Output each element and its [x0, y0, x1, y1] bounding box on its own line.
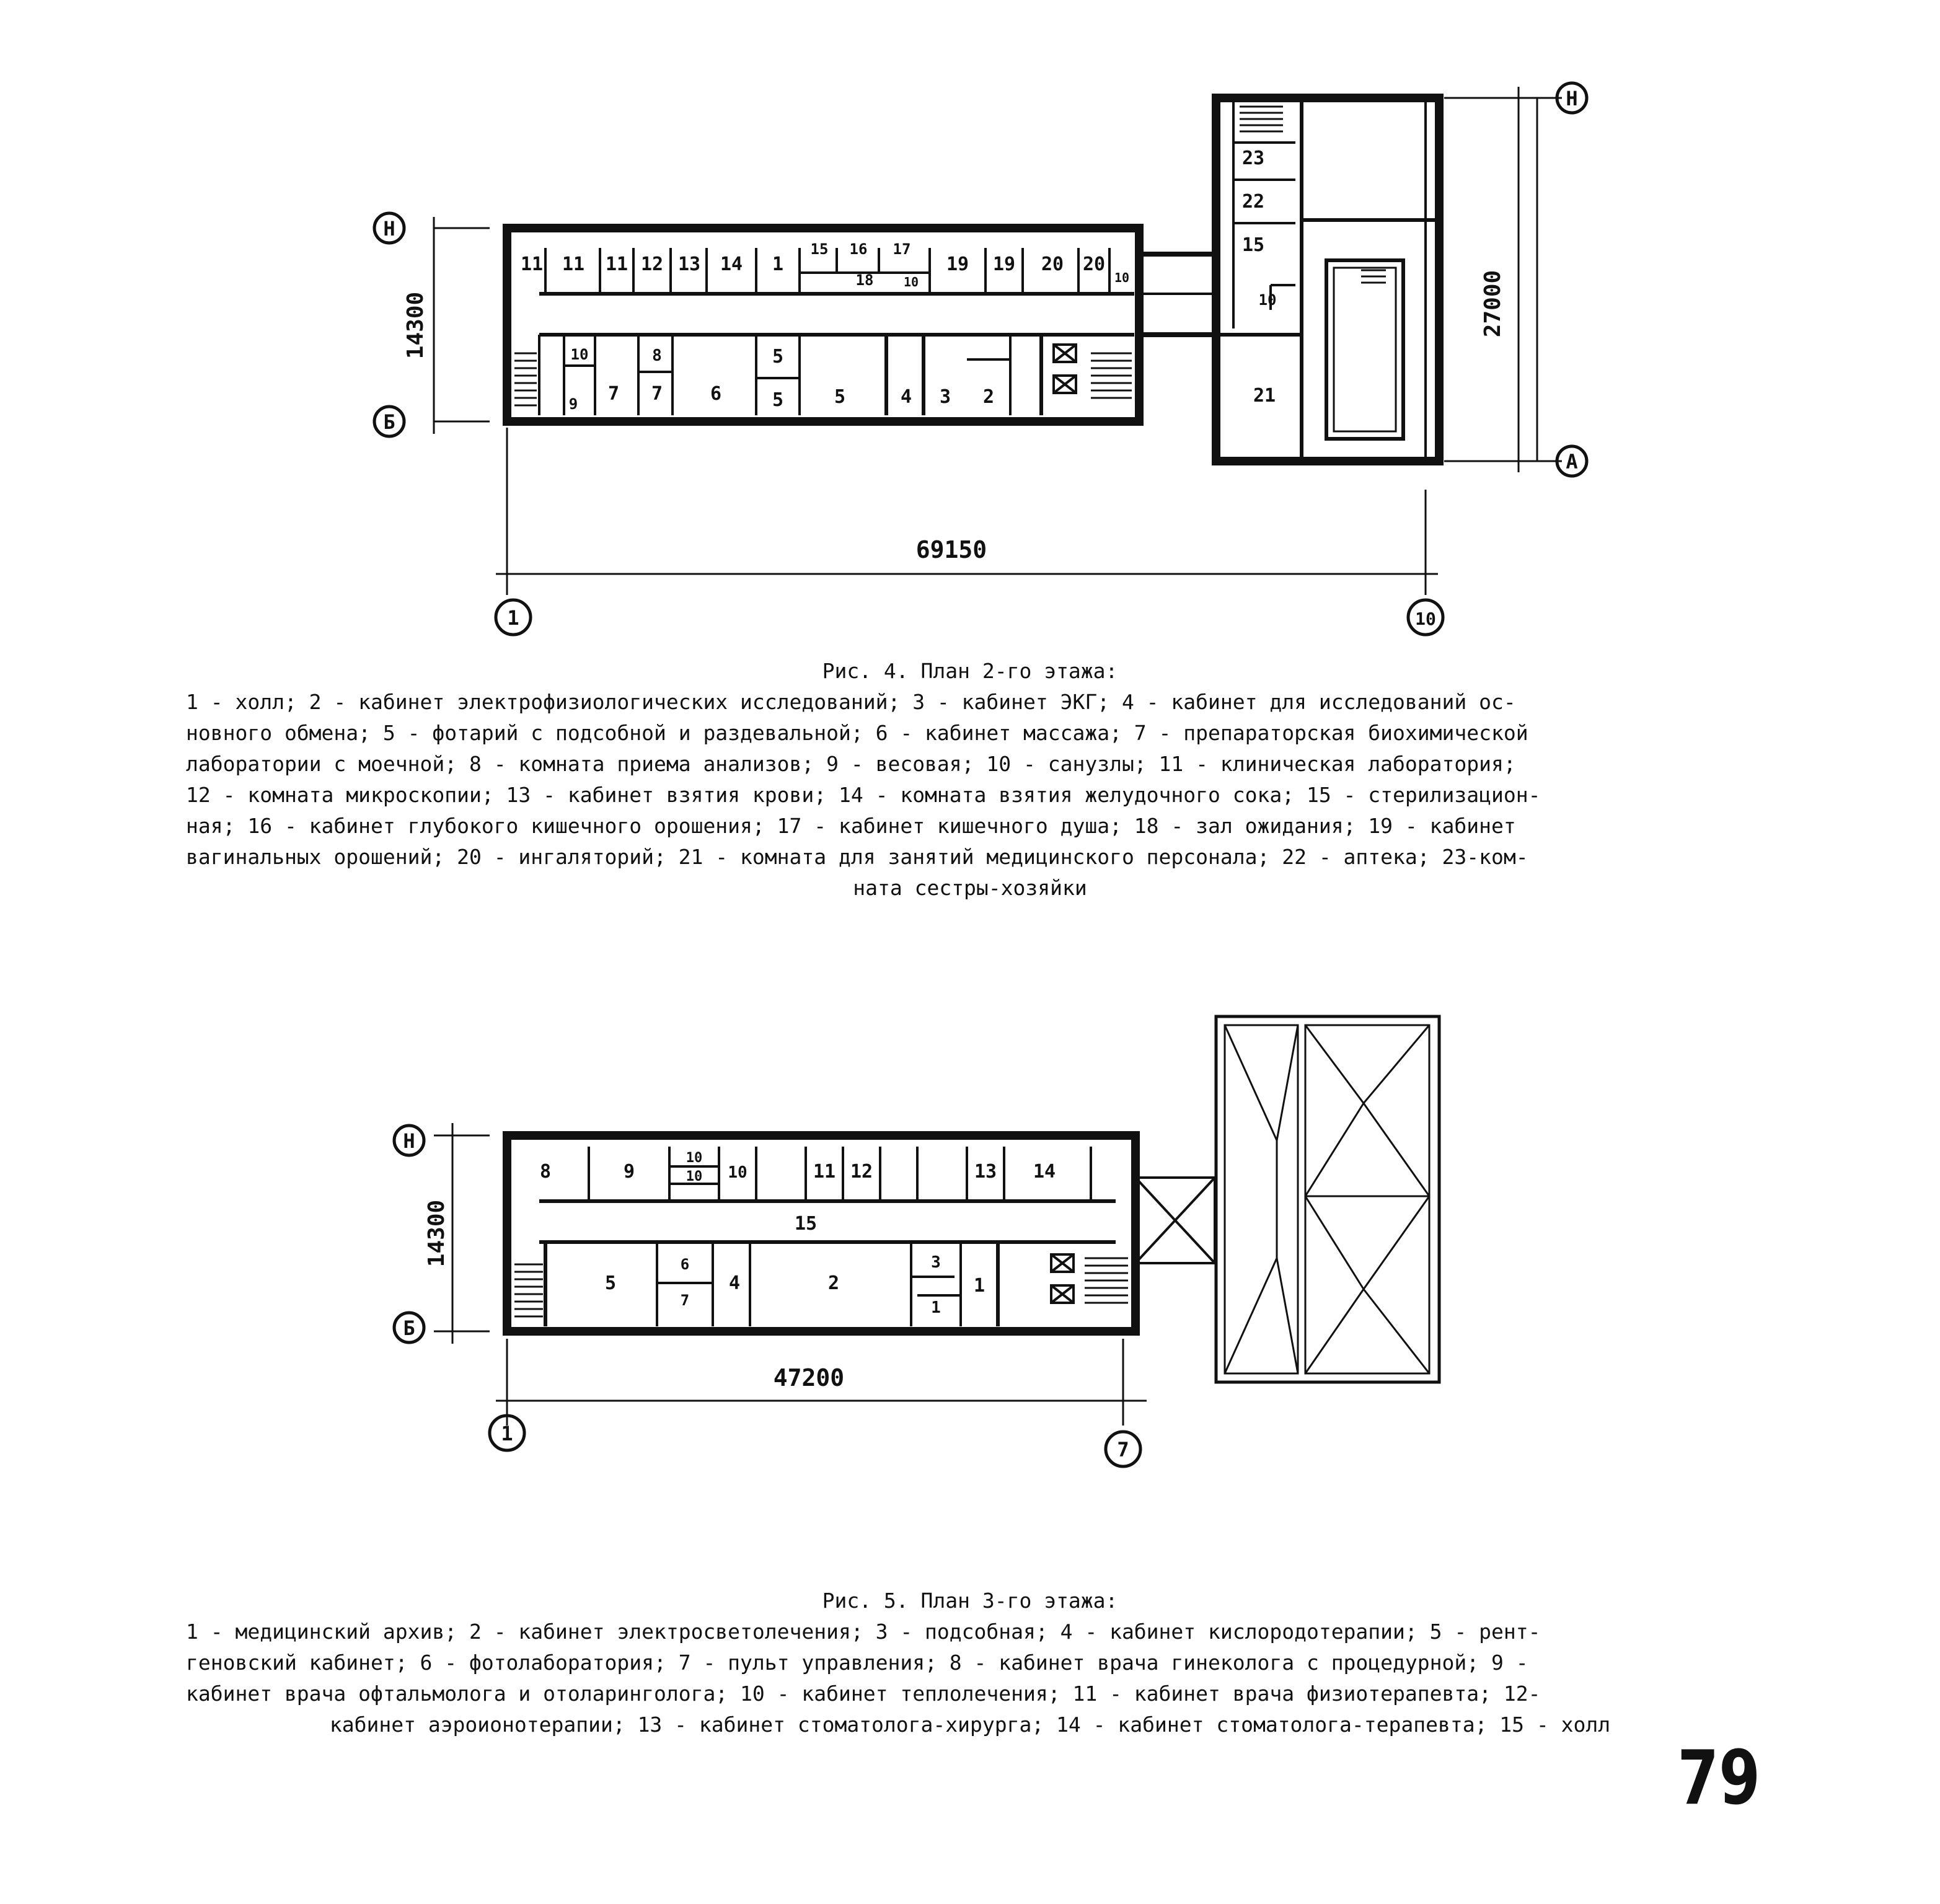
room-10: 10: [570, 346, 589, 363]
room-11: 11: [813, 1161, 836, 1183]
page-number: 79: [1677, 1735, 1760, 1822]
room-10: 10: [728, 1163, 747, 1182]
caption-line: ната сестры-хозяйки: [853, 876, 1087, 900]
room-10: 10: [686, 1150, 703, 1166]
room-2: 2: [827, 1272, 840, 1294]
caption-line: 1 - холл; 2 - кабинет электрофизиологических исследований; 3 - кабинет ЭКГ; 4 - кабинет для исследований ос-: [186, 690, 1516, 714]
room-15: 15: [1241, 234, 1265, 256]
room-20: 20: [1082, 253, 1106, 275]
room-3: 3: [939, 386, 951, 408]
room-15: 15: [810, 240, 829, 258]
caption-line: кабинет врача офтальмолога и отоларинголога; 10 - кабинет теплолечения; 11 - кабинет врача физиотерапевта; 12-: [186, 1681, 1541, 1706]
axis-b-left: Б: [383, 410, 395, 434]
room-23: 23: [1241, 148, 1265, 169]
caption-line: 12 - комната микроскопии; 13 - кабинет взятия крови; 14 - комната взятия желудочного сока; 15 - стерилизацион-: [186, 783, 1541, 807]
dim-27000: 27000: [1480, 270, 1506, 338]
room-17: 17: [893, 240, 911, 258]
caption-line: геновский кабинет; 6 - фотолаборатория; 7 - пульт управления; 8 - кабинет врача гинеколога с процедурной; 9 -: [186, 1651, 1528, 1675]
axis-7: 7: [1117, 1438, 1129, 1461]
caption-line: 1 - медицинский архив; 2 - кабинет электросветолечения; 3 - подсобная; 4 - кабинет кислородотерапии; 5 - рент-: [186, 1620, 1541, 1644]
room-5: 5: [772, 346, 784, 368]
room-11: 11: [520, 253, 544, 275]
room-11: 11: [605, 253, 628, 275]
room-8: 8: [652, 346, 662, 365]
room-16: 16: [849, 240, 868, 258]
figure-5-floor-plan: [0, 992, 1940, 1475]
room-12: 12: [640, 253, 664, 275]
dim-47200: 47200: [773, 1364, 845, 1391]
axis-1: 1: [507, 606, 519, 630]
axis-10: 10: [1415, 609, 1436, 629]
figure-4-floor-plan: [0, 0, 1940, 657]
room-8: 8: [539, 1161, 552, 1183]
figure-5-caption: [186, 1616, 1754, 1740]
dim-14300: 14300: [424, 1199, 449, 1267]
axis-n-left: Н: [383, 217, 395, 240]
room-7: 7: [607, 383, 620, 405]
room-1: 1: [973, 1275, 985, 1297]
room-10: 10: [903, 275, 919, 289]
axis-1: 1: [501, 1422, 513, 1445]
room-14: 14: [1033, 1161, 1056, 1183]
room-5: 5: [834, 386, 846, 408]
axis-b-left: Б: [403, 1316, 415, 1340]
room-18: 18: [855, 271, 874, 289]
room-13: 13: [974, 1161, 997, 1183]
room-19: 19: [992, 253, 1016, 275]
room-9: 9: [623, 1161, 635, 1183]
caption-line: вагинальных орошений; 20 - ингаляторий; 21 - комната для занятий медицинского персонала; 22 - аптека; 23-ком-: [186, 845, 1528, 869]
caption-line: кабинет аэроионотерапии; 13 - кабинет стоматолога-хирурга; 14 - кабинет стоматолога-терапевта; 15 - холл: [329, 1712, 1611, 1737]
room-5: 5: [604, 1272, 617, 1294]
room-10: 10: [1258, 291, 1277, 309]
room-10: 10: [686, 1169, 703, 1184]
dim-14300: 14300: [403, 291, 428, 359]
room-1: 1: [931, 1298, 941, 1317]
figure-4-caption-title: Рис. 4. План 2-го этажа:: [822, 659, 1118, 683]
axis-n-left: Н: [403, 1129, 415, 1153]
room-9: 9: [568, 395, 578, 413]
figure-4-caption: [186, 687, 1754, 904]
caption-line: ная; 16 - кабинет глубокого кишечного орошения; 17 - кабинет кишечного душа; 18 - зал ожидания; 19 - кабинет: [186, 814, 1516, 838]
caption-line: новного обмена; 5 - фотарий с подсобной и раздевальной; 6 - кабинет массажа; 7 - препараторская биохимической: [186, 721, 1528, 745]
room-6: 6: [710, 383, 722, 405]
dim-69150: 69150: [915, 536, 987, 563]
room-3: 3: [931, 1253, 941, 1272]
axis-n-right: Н: [1566, 87, 1578, 110]
room-12: 12: [850, 1161, 873, 1183]
room-14: 14: [720, 253, 743, 275]
room-13: 13: [677, 253, 701, 275]
room-5: 5: [772, 389, 784, 411]
room-11: 11: [562, 253, 585, 275]
caption-line: лаборатории с моечной; 8 - комната приема анализов; 9 - весовая; 10 - санузлы; 11 - клиническая лаборатория;: [186, 752, 1516, 776]
room-20: 20: [1041, 253, 1064, 275]
room-7: 7: [651, 383, 663, 405]
room-22: 22: [1241, 191, 1265, 213]
room-1: 1: [772, 253, 784, 275]
room-19: 19: [946, 253, 969, 275]
room-2: 2: [982, 386, 995, 408]
room-10: 10: [1114, 270, 1130, 285]
room-15: 15: [794, 1213, 818, 1235]
axis-a-right: А: [1566, 450, 1578, 474]
room-21: 21: [1253, 385, 1276, 407]
room-7: 7: [680, 1292, 690, 1309]
room-4: 4: [900, 386, 912, 408]
figure-5-caption-title: Рис. 5. План 3-го этажа:: [822, 1589, 1118, 1613]
room-6: 6: [680, 1256, 690, 1273]
room-4: 4: [728, 1272, 741, 1294]
